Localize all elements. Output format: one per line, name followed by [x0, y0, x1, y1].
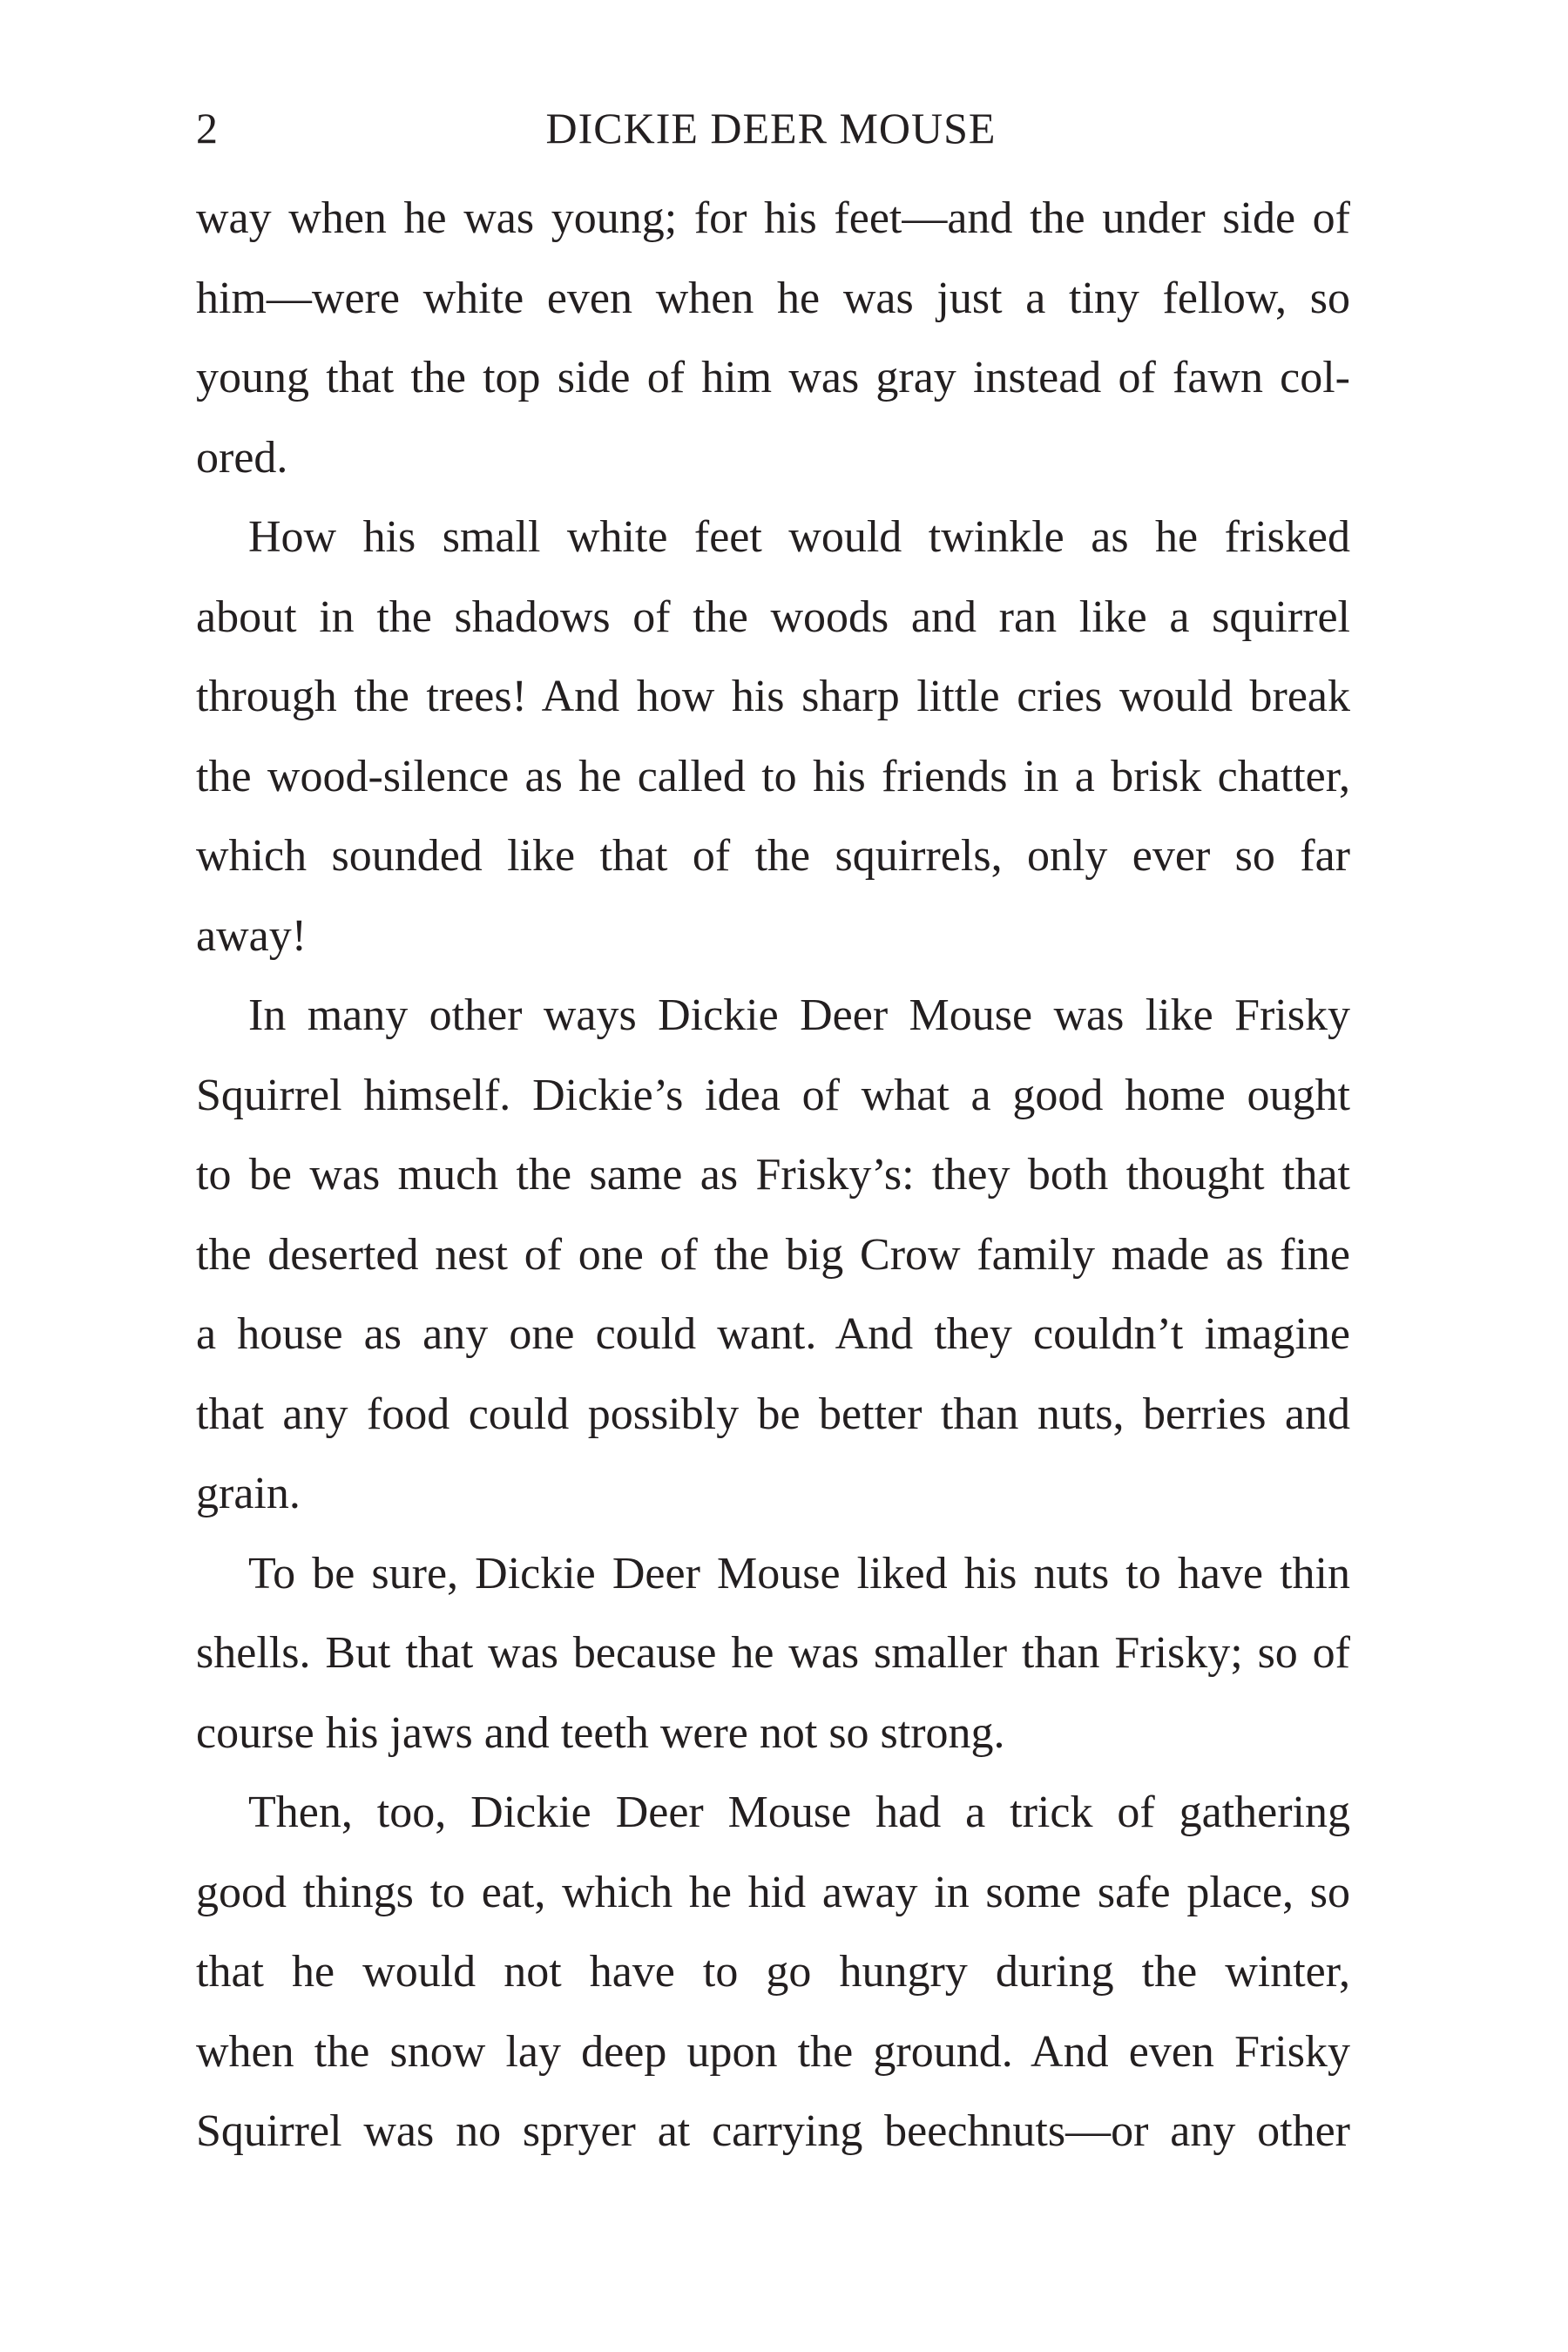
text-line: when the snow lay deep upon the ground. And even Frisky	[196, 2026, 1350, 2077]
body-text	[196, 179, 1350, 2172]
text-line: grain.	[196, 1469, 301, 1518]
text-line: ored.	[196, 432, 288, 483]
text-line: through the trees! And how his sharp little cries would break	[196, 672, 1350, 721]
text-line: course his jaws and teeth were not so strong.	[196, 1707, 1005, 1758]
text-line: that any food could possibly be better than nuts, berries and	[196, 1389, 1350, 1439]
text-line: a house as any one could want. And they couldn’t imagine	[196, 1309, 1350, 1359]
text-line: young that the top side of him was gray instead of fawn col-	[196, 353, 1350, 402]
text-line: to be was much the same as Frisky’s: they both thought that	[196, 1150, 1350, 1200]
page-number: 2	[196, 104, 218, 152]
text-line: away!	[196, 910, 308, 961]
text-line: that he would not have to go hungry during the winter,	[196, 1947, 1350, 1997]
text-line: him—were white even when he was just a tiny fellow, so	[196, 273, 1350, 323]
text-line: about in the shadows of the woods and ran like a squirrel	[196, 591, 1350, 642]
text-line: Squirrel was no spryer at carrying beechnuts—or any other	[196, 2106, 1350, 2156]
text-line: which sounded like that of the squirrels, only ever so far	[196, 831, 1350, 881]
running-head	[196, 98, 1346, 159]
running-title: DICKIE DEER MOUSE	[545, 104, 997, 152]
text-line: In many other ways Dickie Deer Mouse was like Frisky	[248, 990, 1350, 1040]
text-line: the wood-silence as he called to his friends in a brisk chatter,	[196, 751, 1350, 801]
text-line: How his small white feet would twinkle as he frisked	[248, 512, 1350, 562]
text-line: To be sure, Dickie Deer Mouse liked his nuts to have thin	[248, 1548, 1350, 1598]
text-line: good things to eat, which he hid away in some safe place, so	[196, 1867, 1350, 1917]
text-line: way when he was young; for his feet—and the under side of	[196, 193, 1350, 243]
text-line: Squirrel himself. Dickie’s idea of what a good home ought	[196, 1070, 1350, 1120]
text-line: Then, too, Dickie Deer Mouse had a trick of gathering	[248, 1788, 1350, 1837]
text-line: shells. But that was because he was smaller than Frisky; so of	[196, 1628, 1350, 1678]
text-line: the deserted nest of one of the big Crow family made as fine	[196, 1229, 1350, 1280]
